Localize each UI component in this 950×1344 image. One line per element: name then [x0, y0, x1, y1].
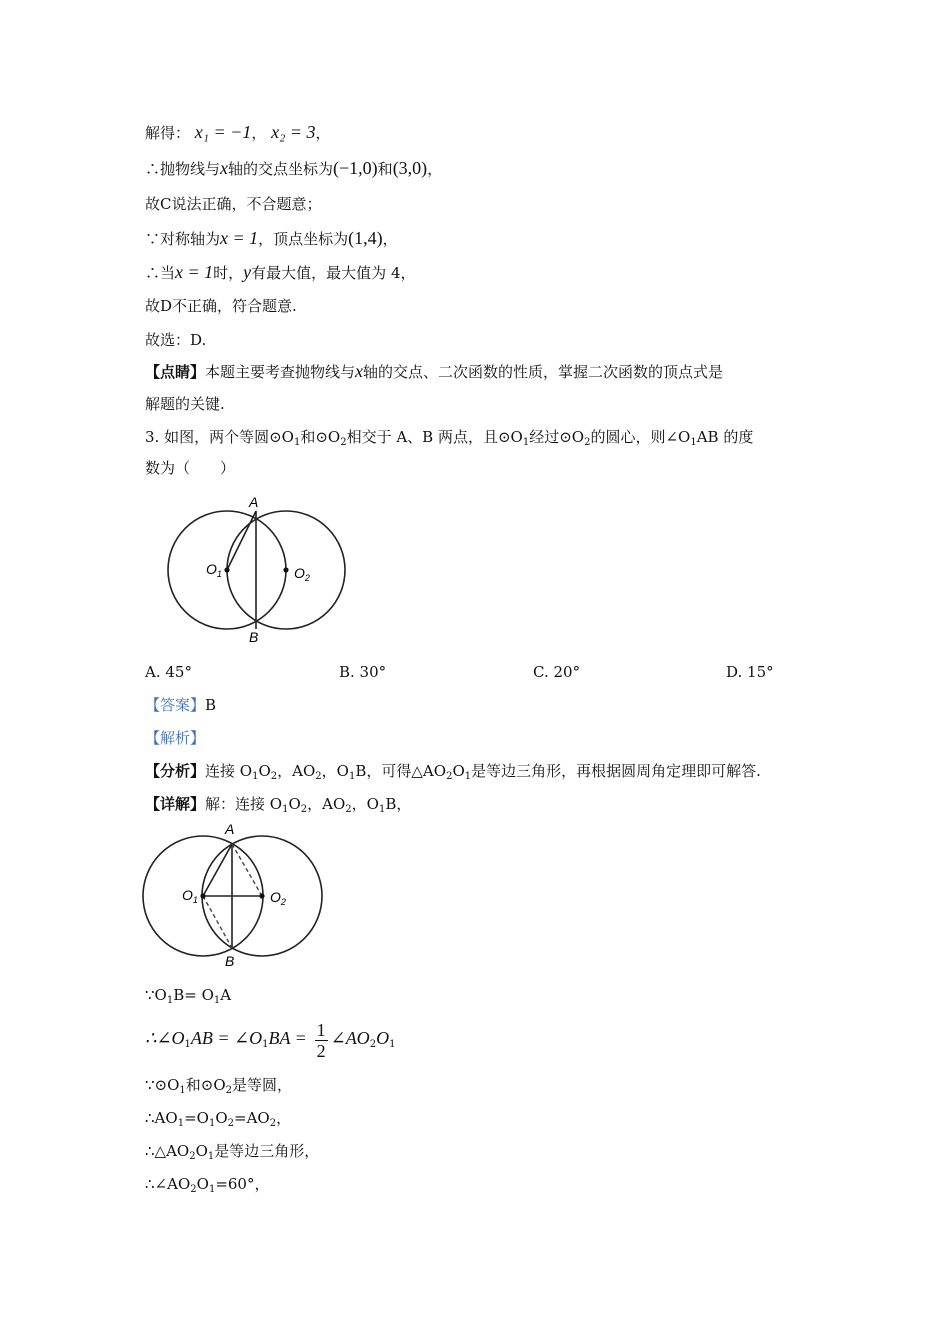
proof-2: $\therefore\angle O_1AB$ = $\angle O_1BA$ = $\frac{1}{2}$ $\angle AO_2O_1$: [145, 1019, 396, 1061]
option-d[interactable]: D. 15°: [726, 663, 774, 681]
answer-line: 【答案】B: [145, 696, 217, 714]
label-b: B: [249, 629, 259, 645]
segment-o1a: [227, 511, 256, 570]
label-o2: $O_2$: [270, 889, 286, 907]
choice-line: 故选：D.: [145, 331, 207, 349]
solve-line: 解得： x₁ = −1， x₂ = 3，: [145, 122, 331, 142]
point-o2: [283, 567, 288, 572]
figure-2: [138, 820, 328, 970]
proof-3: $\because⊙O_1$和$⊙O_2$是等圆，: [145, 1076, 293, 1096]
dianjing-line: 【点睛】本题主要考查抛物线与x轴的交点、二次函数的性质，掌握二次函数的顶点式是: [145, 361, 724, 381]
axis-line: ∵对称轴为x = 1，顶点坐标为(1,4)，: [145, 228, 398, 248]
max-line: ∴当x = 1时，y有最大值，最大值为 4，: [145, 262, 416, 282]
proof-5: $\therefore\triangle AO_2O_1$是等边三角形，: [145, 1142, 320, 1162]
point-o2: [259, 893, 264, 898]
option-b[interactable]: B. 30°: [339, 663, 387, 681]
label-o1: $O_1$: [182, 887, 198, 905]
question-3: 3. 如图，两个等圆$⊙O_1$和$⊙O_2$相交于 A、B 两点，且$⊙O_1$经过$⊙O_2$的圆心，则$\angle O_1AB$ 的度: [145, 428, 754, 448]
label-o2: $O_2$: [294, 565, 310, 583]
proof-1: $\because O_1B= O_1A$: [145, 986, 232, 1006]
question-3-line2: 数为（ ）: [145, 459, 236, 477]
point-o1: [224, 567, 229, 572]
option-a[interactable]: A. 45°: [145, 663, 192, 681]
proof-6: $\therefore\angle AO_2O_1=60^\circ$，: [145, 1175, 270, 1195]
dianjing-line-2: 解题的关键.: [145, 395, 225, 413]
fraction-half: $\frac{1}{2}$: [316, 1019, 326, 1061]
label-a: A: [249, 494, 259, 510]
label-b: B: [225, 953, 235, 969]
label-a: A: [225, 821, 235, 837]
option-c[interactable]: C. 20°: [533, 663, 581, 681]
analysis-tag: 【解析】: [145, 729, 206, 747]
xiangjie-line: 【详解】解：连接 $O_1O_2$，$AO_2$，$O_1B$，: [145, 795, 412, 815]
fenxi-line: 【分析】连接 $O_1O_2$，$AO_2$，$O_1B$，可得$\triangle AO_2O_1$是等边三角形，再根据圆周角定理即可解答.: [145, 762, 761, 782]
conclusion-c: 故C说法正确，不合题意；: [145, 195, 322, 213]
point-o1: [200, 893, 205, 898]
proof-4: $\therefore AO_1=O_1O_2=AO_2$，: [145, 1109, 292, 1129]
conclusion-d: 故D不正确，符合题意.: [145, 297, 297, 315]
intersection-line: ∴抛物线与x轴的交点坐标为(−1,0)和(3,0)，: [145, 158, 443, 178]
figure-1: [160, 490, 360, 645]
label-o1: $O_1$: [206, 561, 222, 579]
